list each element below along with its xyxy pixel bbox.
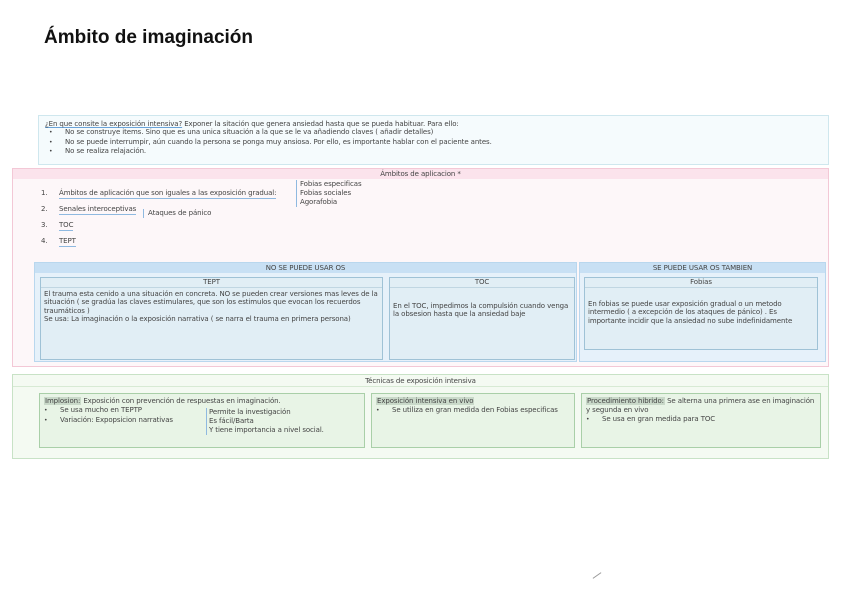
fobia-item: Fobias sociales [300,189,352,197]
intro-question-line [45,120,822,128]
ambito-header: Ámbitos de aplicacion * [13,169,828,179]
tept-card [40,277,383,360]
tambien-box [579,262,826,362]
vivo-bullet: • Se utiliza en gran medida den Fobias especificas [376,406,570,416]
implosion-card [39,393,365,448]
implosion-bullet: • Variación: Expopsicion narrativas [44,416,360,426]
vivo-card [371,393,575,448]
intro-answer: Exponer la sitación que genera ansiedad hasta que se pueda habituar. Para ello: [182,120,459,128]
list-number: 4. [41,237,48,245]
panico-note: Ataques de pánico [143,209,211,218]
vivo-bullets [376,406,570,416]
hibrido-card [581,393,821,448]
list-number: 3. [41,221,48,229]
fobia-item: Fobias especificas [300,180,362,188]
list-label: Ámbitos de aplicación que son iguales a las exposición gradual: [59,189,277,197]
tept-text-2: Se usa: La imaginación o la exposición narrativa ( se narra el trauma en primera persona) [44,314,351,323]
hibrido-label: Procedimiento hibrido: [587,397,664,405]
page-title: Ámbito de imaginación [44,27,254,48]
stray-mark [593,572,602,579]
hibrido-line [586,397,816,415]
no-se-puede-header: NO SE PUEDE USAR OS [35,263,576,273]
list-label: TEPT [59,237,76,245]
tambien-header: SE PUEDE USAR OS TAMBIEN [580,263,825,273]
hibrido-bullets [586,415,816,425]
fobias-text: En fobias se puede usar exposición gradual o un metodo intermedio ( a excepción de los ataques de pánico) . Es importante incidir que la ansiedad no sube indefinidamente [588,300,793,325]
toc-card [389,277,575,360]
tept-title: TEPT [41,278,382,288]
list-number: 1. [41,189,48,197]
tecnicas-section [12,374,829,459]
fobia-item: Agorafobia [300,198,338,206]
intro-question: ¿En que consite la exposición intensiva? [45,120,183,128]
implosion-note: Y tiene importancia a nivel social. [209,426,324,434]
implosion-text: Exposición con prevención de respuestas en imaginación. [81,397,281,405]
hibrido-text: Se alterna una primera ase en imaginación y segunda en vivo [586,397,815,414]
ambito-section [12,168,829,367]
implosion-line [44,397,360,406]
implosion-note: Es fácil/Barta [209,417,254,425]
fobias-card [584,277,818,350]
implosion-note: Permite la investigación [209,408,291,416]
no-se-puede-box [34,262,577,362]
intro-bullet: • No se realiza relajación. [49,147,822,157]
list-number: 2. [41,205,48,213]
intro-bullets [49,128,822,157]
intro-box [38,115,829,165]
toc-title: TOC [390,278,574,288]
intro-bullet: • No se construye items. Sino que es una unica situación a la que se le va añadiendo claves ( añadir detalles) [49,128,822,138]
vivo-label: Exposición intensiva en vivo [377,397,474,405]
tept-body [41,288,382,325]
hibrido-bullet: • Se usa en gran medida para TOC [586,415,816,425]
tept-text: El trauma esta cenido a una situación en concreta. NO se pueden crear versiones mas leves de la situación ( se gradúa las claves estimulares, que son los estimulos que evocan los recuerdos traumáticos ) [44,290,378,315]
implosion-bullet: • Se usa mucho en TEPTP [44,406,360,416]
list-label: TOC [59,221,74,229]
implosion-notes [206,408,324,435]
intro-bullet: • No se puede interrumpir, aún cuando la persona se ponga muy ansiosa. Por ello, es importante hablar con el paciente antes. [49,138,822,148]
tecnicas-header: Técnicas de exposición intensiva [13,375,828,387]
vivo-line [376,397,570,406]
list-label: Senales interoceptivas [59,205,137,213]
fobias-list [296,180,362,207]
fobias-title: Fobias [585,278,817,288]
toc-text: En el TOC, impedimos la compulsión cuando venga la obsesion hasta que la ansiedad baje [393,302,569,319]
implosion-label: Implosion: [45,397,81,405]
